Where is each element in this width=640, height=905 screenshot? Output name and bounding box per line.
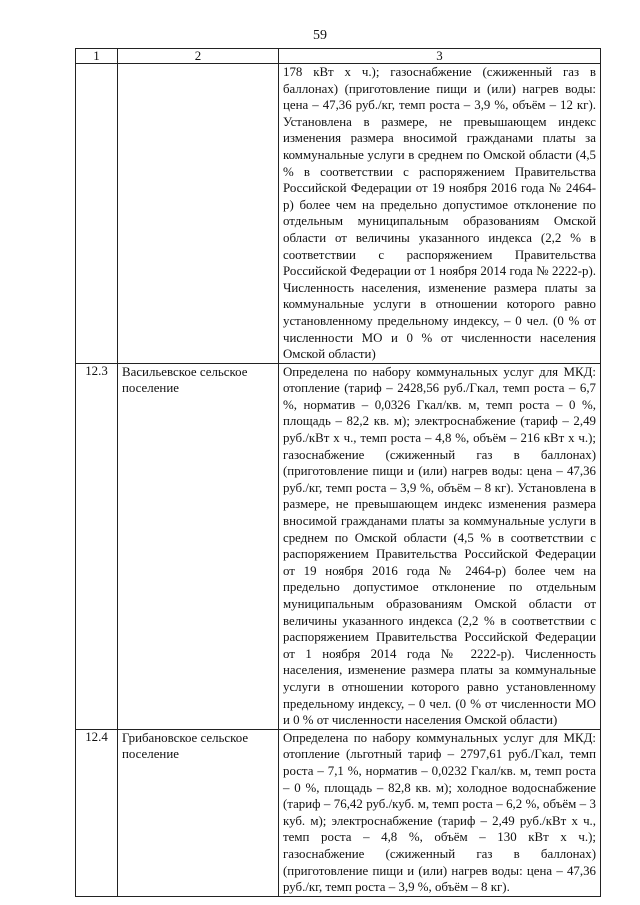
row-description: Определена по набору коммунальных услуг для МКД: отопление (льготный тариф – 2797,61 руб./Гкал, темп роста – 7,1 %, норматив – 0,0232 Гкал/кв. м, темп роста – 0 %, площадь – 82,8 кв. м); холодное водоснабжение (тариф – 76,42 руб./куб. м, темп роста – 6,2 %, объём – 3 куб. м); электроснабжение (тариф – 2,49 руб./кВт х ч., темп роста – 4,8 %, объём – 130 кВт х ч.); газоснабжение (сжиженный газ в баллонах) (приготовление пищи и (или) нагрев воды: цена – 47,36 руб./кг, темп роста – 3,9 %, объём – 8 кг). <box>279 729 601 896</box>
table-row <box>76 64 601 364</box>
settlement-name: Васильевское сельское поселение <box>118 363 279 729</box>
table-row <box>76 363 601 729</box>
document-table <box>75 48 601 897</box>
row-number <box>76 64 118 364</box>
row-description: Определена по набору коммунальных услуг для МКД: отопление (тариф – 2428,56 руб./Гкал, темп роста – 6,7 %, норматив – 0,0326 Гкал/кв. м, темп роста – 0 %, площадь – 82,2 кв. м); электроснабжение (тариф – 2,49 руб./кВт х ч., темп роста – 4,8 %, объём – 216 кВт х ч.); газоснабжение (сжиженный газ в баллонах) (приготовление пищи и (или) нагрев воды: цена – 47,36 руб./кг, темп роста – 3,9 %, объём – 8 кг). Установлена в размере, не превышающем индекс изменения размера вносимой гражданами платы за коммунальные услуги в среднем по Омской области (4,5 % в соответствии с распоряжением Правительства Российской Федерации от 19 ноября 2016 года № 2464-р) более чем на предельно допустимое отклонение по отдельным муниципальным образованиям Омской области от величины указанного индекса (2,2 % в соответствии с распоряжением Правительства Российской Федерации от 1 ноября 2014 года № 2222-р). Численность населения, изменение размера платы за коммунальные услуги в отношении которого равно установленному предельному индексу, – 0 чел. (0 % от численности МО и 0 % от численности населения Омской области) <box>279 363 601 729</box>
row-number: 12.3 <box>76 363 118 729</box>
column-header-1: 1 <box>76 49 118 64</box>
row-number: 12.4 <box>76 729 118 896</box>
settlement-name <box>118 64 279 364</box>
row-description: 178 кВт х ч.); газоснабжение (сжиженный газ в баллонах) (приготовление пищи и (или) нагрев воды: цена – 47,36 руб./кг, темп роста – 3,9 %, объём – 12 кг). Установлена в размере, не превышающем индекс изменения размера вносимой гражданами платы за коммунальные услуги в среднем по Омской области (4,5 % в соответствии с распоряжением Правительства Российской Федерации от 19 ноября 2016 года № 2464-р) более чем на предельно допустимое отклонение по отдельным муниципальным образованиям Омской области от величины указанного индекса (2,2 % в соответствии с распоряжением Правительства Российской Федерации от 1 ноября 2014 года № 2222-р). Численность населения, изменение размера платы за коммунальные услуги в отношении которого равно установленному предельному индексу, – 0 чел. (0 % от численности МО и 0 % от численности населения Омской области) <box>279 64 601 364</box>
table-row <box>76 729 601 896</box>
column-header-3: 3 <box>279 49 601 64</box>
table-header-row <box>76 49 601 64</box>
settlement-name: Грибановское сельское поселение <box>118 729 279 896</box>
column-header-2: 2 <box>118 49 279 64</box>
page-number: 59 <box>313 28 327 43</box>
